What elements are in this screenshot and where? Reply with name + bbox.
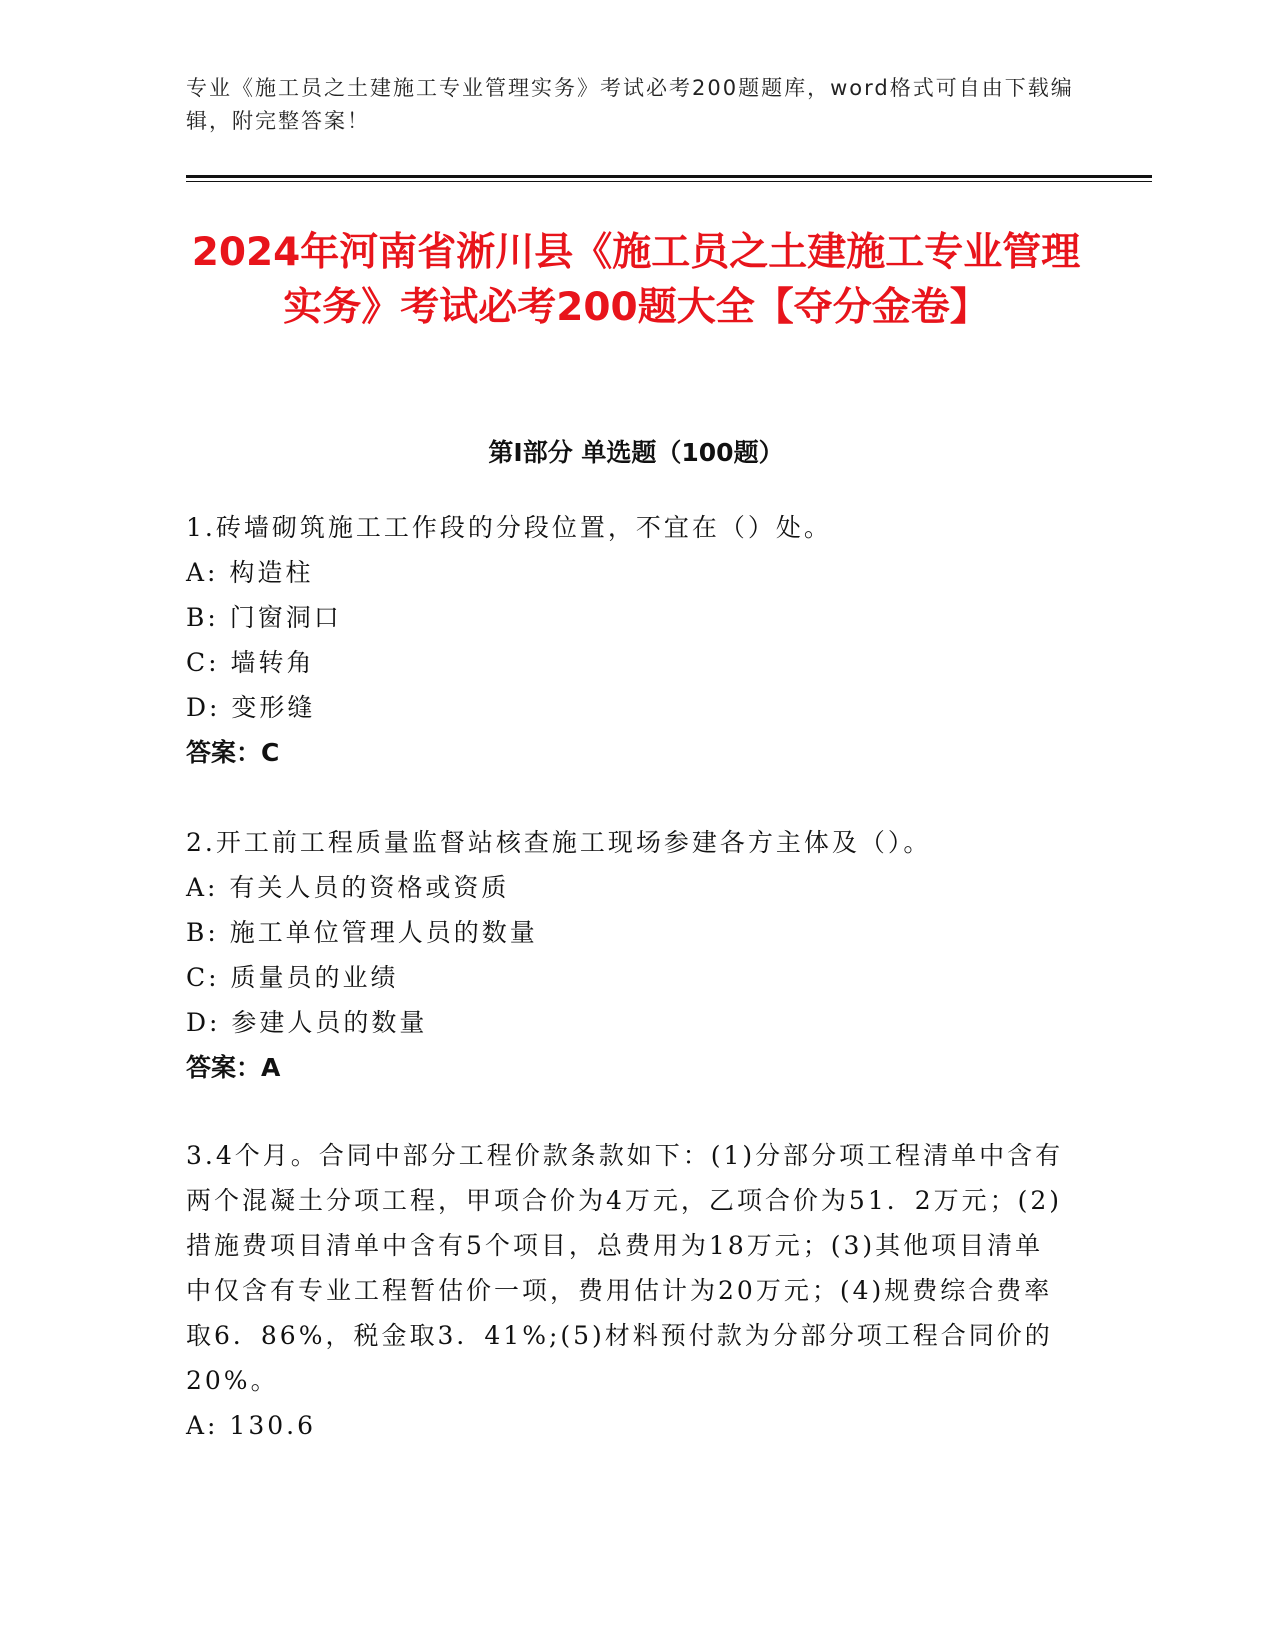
option-a: A: 有关人员的资格或资质: [186, 873, 510, 902]
header-divider-thin: [186, 181, 1152, 182]
option-b: B: 门窗洞口: [186, 603, 342, 632]
header-divider-thick: [186, 175, 1152, 178]
question-2: [186, 820, 1066, 1090]
section-heading: 第I部分 单选题（100题）: [488, 438, 784, 467]
option-c: C: 质量员的业绩: [186, 963, 399, 992]
option-a: A: 构造柱: [186, 558, 314, 587]
option-d: D: 参建人员的数量: [186, 1008, 428, 1037]
question-1: [186, 505, 1066, 775]
answer-line: 答案：C: [186, 738, 280, 767]
option-b: B: 施工单位管理人员的数量: [186, 918, 538, 947]
option-a: A: 130.6: [186, 1411, 316, 1440]
header-note: 专业《施工员之土建施工专业管理实务》考试必考200题题库，word格式可自由下载编辑，附完整答案！: [186, 76, 1074, 133]
question-text: 2.开工前工程质量监督站核查施工现场参建各方主体及（）。: [186, 828, 932, 857]
question-text: 3.4个月。合同中部分工程价款条款如下：(1)分部分项工程清单中含有两个混凝土分项工程，甲项合价为4万元，乙项合价为51．2万元；(2)措施费项目清单中含有5个项目，总费用为18万元；(3)其他项目清单中仅含有专业工程暂估价一项，费用估计为20万元；(4)规费综合费率取6．86%，税金取3．41%;(5)材料预付款为分部分项工程合同价的20%。: [186, 1141, 1064, 1395]
question-3: [186, 1133, 1066, 1448]
option-c: C: 墙转角: [186, 648, 315, 677]
document-title: 2024年河南省淅川县《施工员之土建施工专业管理实务》考试必考200题大全【夺分金卷】: [191, 230, 1081, 330]
question-text: 1.砖墙砌筑施工工作段的分段位置，不宜在（）处。: [186, 513, 832, 542]
option-d: D: 变形缝: [186, 693, 316, 722]
answer-line: 答案：A: [186, 1053, 281, 1082]
